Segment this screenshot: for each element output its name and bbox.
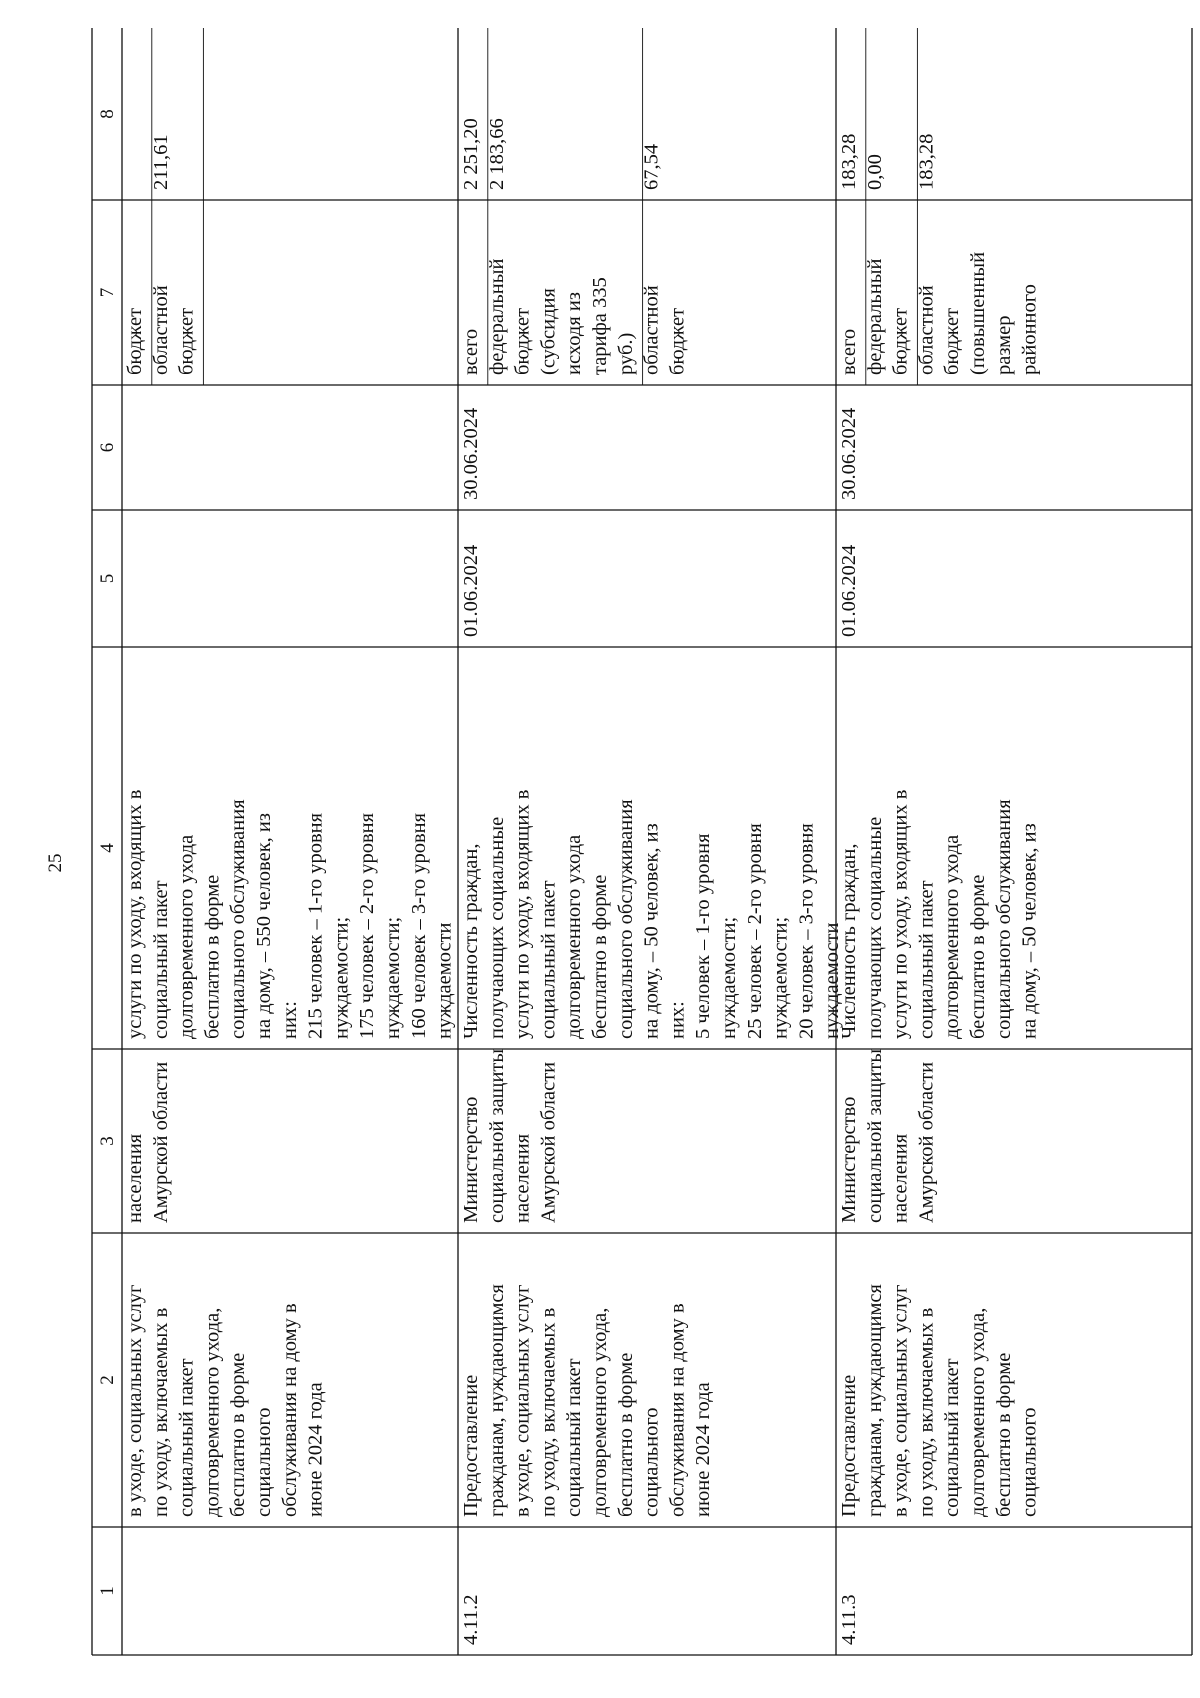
funding-source: федеральный (485, 258, 508, 375)
row-event-name: по уходу, включаемых в (915, 1307, 938, 1517)
row-indicator: получающих социальные (485, 816, 508, 1039)
funding-source: бюджет (511, 307, 534, 375)
funding-amount: 183,28 (915, 133, 938, 190)
row-indicator: социальный пакет (537, 880, 560, 1039)
row-event-name: гражданам, нуждающимся (863, 1284, 886, 1517)
column-number-7: 7 (97, 287, 118, 298)
row-indicator: них: (278, 1001, 301, 1039)
table-row (838, 28, 1041, 1645)
row-indicator: бесплатно в форме (967, 874, 989, 1039)
row-event-name: в уходе, социальных услуг (124, 1284, 146, 1517)
funding-source: бюджет (124, 307, 146, 375)
row-event-name: долговременного ухода, (967, 1307, 989, 1517)
row-event-name: бесплатно в форме (227, 1352, 250, 1517)
row-indicator: нуждаемости; (769, 916, 792, 1039)
column-number-6: 6 (97, 442, 118, 453)
funding-source: бюджет (941, 307, 964, 375)
row-indicator: бесплатно в форме (201, 874, 224, 1039)
funding-source: областной (915, 285, 938, 375)
row-indicator: социального обслуживания (992, 799, 1015, 1039)
table-header-row (97, 109, 118, 1596)
row-indicator: Численность граждан, (838, 843, 860, 1039)
row-executor: населения (511, 1133, 534, 1223)
funding-source: исходя из (563, 292, 586, 375)
row-executor: Амурской области (915, 1061, 938, 1223)
row-indicator: нуждаемости; (330, 916, 353, 1039)
funding-amount: 211,61 (149, 134, 172, 190)
row-id: 4.11.2 (460, 1594, 482, 1645)
row-event-name: социальный пакет (563, 1358, 586, 1517)
row-event-name: социальный пакет (175, 1358, 198, 1517)
row-executor: социальной защиты (863, 1048, 886, 1223)
row-event-name: обслуживания на дому в (666, 1303, 689, 1517)
row-event-name: социального (253, 1407, 275, 1517)
row-event-name: обслуживания на дому в (278, 1303, 301, 1517)
row-event-name: гражданам, нуждающимся (485, 1284, 508, 1517)
row-event-name: в уходе, социальных услуг (889, 1284, 912, 1517)
table-row (460, 28, 843, 1645)
funding-source: бюджет (889, 307, 912, 375)
row-indicator: 160 человек – 3-го уровня (407, 812, 430, 1039)
row-event-name: по уходу, включаемых в (537, 1307, 560, 1517)
page-number: 25 (45, 853, 66, 873)
funding-amount: 183,28 (838, 133, 860, 190)
row-indicator: на дому, – 50 человек, из (640, 823, 663, 1039)
row-indicator: 25 человек – 2-го уровня (743, 823, 766, 1039)
row-indicator: 215 человек – 1-го уровня (304, 812, 327, 1039)
row-event-name: социального (640, 1407, 663, 1517)
column-number-2: 2 (97, 1375, 118, 1385)
funding-source: (субсидия (537, 288, 560, 375)
row-event-name: Предоставление (460, 1374, 482, 1517)
funding-source: бюджет (666, 307, 689, 375)
row-indicator: долговременного ухода (941, 834, 964, 1039)
row-start-date: 01.06.2024 (460, 544, 482, 637)
funding-amount: 0,00 (863, 154, 886, 190)
row-end-date: 30.06.2024 (838, 407, 860, 500)
row-indicator: услуги по уходу, входящих в (124, 789, 146, 1039)
funding-subrow (864, 28, 918, 385)
funding-source: областной (640, 285, 663, 375)
row-executor: Министерство (838, 1096, 860, 1223)
row-event-name: бесплатно в форме (992, 1352, 1015, 1517)
row-indicator: Численность граждан, (460, 843, 482, 1039)
funding-subrow (486, 28, 643, 385)
row-event-name: июне 2024 года (692, 1382, 715, 1517)
row-indicator: нуждаемости (821, 922, 844, 1039)
row-event-name: долговременного ухода, (589, 1307, 611, 1517)
row-id: 4.11.3 (838, 1594, 860, 1645)
row-indicator: них: (666, 1001, 689, 1039)
row-executor: социальной защиты (485, 1048, 508, 1223)
funding-source: руб.) (614, 332, 637, 375)
row-executor: населения (889, 1133, 912, 1223)
funding-source: федеральный (863, 258, 886, 375)
row-indicator: нуждаемости; (718, 916, 740, 1039)
funding-subrow (641, 144, 689, 375)
funding-amount: 67,54 (640, 143, 663, 190)
funding-amount: 2 251,20 (460, 118, 482, 190)
row-event-name: в уходе, социальных услуг (511, 1284, 534, 1517)
column-number-3: 3 (97, 1136, 118, 1146)
row-executor: Амурской области (537, 1061, 560, 1223)
row-event-name: социальный пакет (941, 1358, 964, 1517)
funding-source: бюджет (175, 307, 198, 375)
row-indicator: социального обслуживания (227, 799, 250, 1039)
row-start-date: 01.06.2024 (838, 544, 860, 637)
row-event-name: социального (1018, 1407, 1041, 1517)
funding-subrow (124, 28, 152, 385)
funding-subrow (838, 28, 866, 385)
funding-source: тарифа 335 (589, 277, 611, 375)
row-end-date: 30.06.2024 (460, 407, 482, 500)
funding-source: всего (838, 328, 860, 375)
funding-subrow (150, 28, 204, 385)
row-indicator: получающих социальные (863, 816, 886, 1039)
column-number-8: 8 (97, 109, 118, 119)
row-indicator: социальный пакет (149, 880, 172, 1039)
funding-source: (повышенный (967, 251, 989, 375)
row-indicator: социального обслуживания (614, 799, 637, 1039)
row-indicator: нуждаемости (433, 922, 456, 1039)
row-indicator: долговременного ухода (563, 834, 586, 1039)
row-executor: населения (124, 1133, 146, 1223)
row-indicator: 20 человек – 3-го уровня (795, 823, 818, 1039)
row-indicator: социальный пакет (915, 880, 938, 1039)
column-number-1: 1 (97, 1586, 118, 1596)
funding-source: всего (460, 328, 482, 375)
row-event-name: июне 2024 года (304, 1382, 327, 1517)
row-indicator: услуги по уходу, входящих в (511, 789, 534, 1039)
row-indicator: 175 человек – 2-го уровня (356, 812, 379, 1039)
row-event-name: Предоставление (838, 1374, 860, 1517)
row-indicator: бесплатно в форме (589, 874, 611, 1039)
row-indicator: нуждаемости; (382, 916, 404, 1039)
funding-source: областной (149, 285, 172, 375)
row-indicator: на дому, – 50 человек, из (1018, 823, 1041, 1039)
row-event-name: по уходу, включаемых в (149, 1307, 172, 1517)
funding-amount: 2 183,66 (485, 118, 508, 190)
funding-source: районного (1018, 284, 1041, 375)
column-number-4: 4 (97, 843, 118, 853)
row-event-name: долговременного ухода, (201, 1307, 224, 1517)
table-row (124, 28, 456, 1517)
row-indicator: 5 человек – 1-го уровня (692, 833, 715, 1039)
funding-source: размер (992, 315, 1015, 375)
row-indicator: долговременного ухода (175, 834, 198, 1039)
row-event-name: бесплатно в форме (614, 1352, 637, 1517)
column-number-5: 5 (97, 573, 118, 584)
row-indicator: на дому, – 550 человек, из (253, 813, 275, 1039)
funding-subrow (915, 134, 1040, 375)
funding-subrow (460, 28, 488, 385)
row-executor: Министерство (460, 1096, 482, 1223)
row-indicator: услуги по уходу, входящих в (889, 789, 912, 1039)
row-executor: Амурской области (149, 1061, 172, 1223)
